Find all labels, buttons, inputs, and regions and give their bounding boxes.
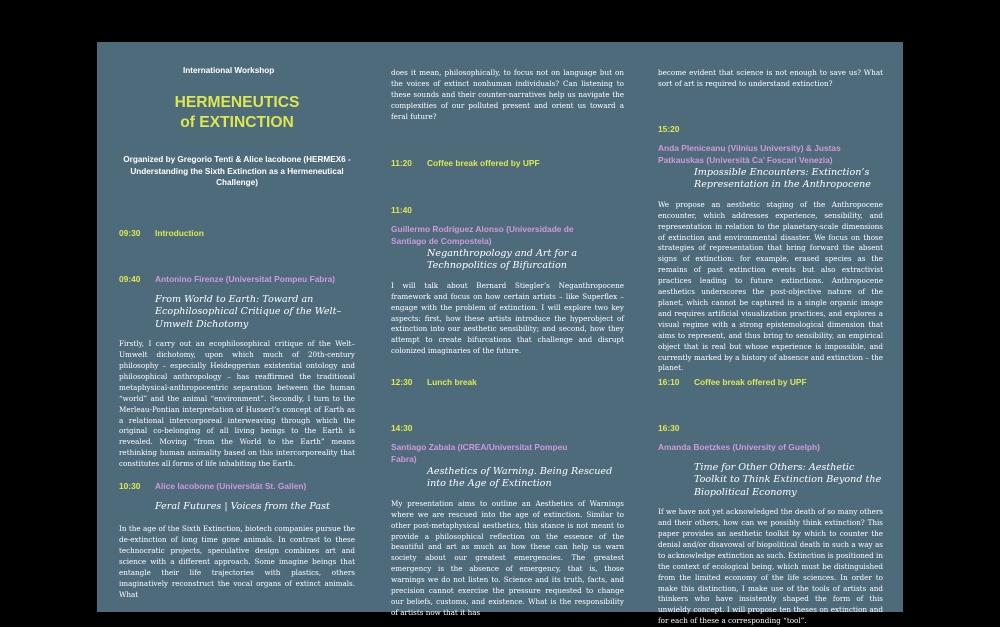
- talk-time: 14:30: [391, 423, 413, 433]
- title-line-2: of EXTINCTION: [180, 114, 294, 131]
- talk-abstract: I will talk about Bernard Stiegler’s Neganthropocene framework and focus on how certain artists – like Superflex – engage with the problem of extinction. I will explore two key aspects: first, how these artists introduce the hyperobject of extinction into our aesthetic sensibility; and second, how they attempt to create bifurcations that challenge and disrupt colonized imaginaries of the future.: [391, 280, 624, 356]
- talk-time: 15:20: [658, 124, 680, 134]
- talk-abstract: In the age of the Sixth Extinction, biotech companies pursue the de-extinction of long time gone animals. In contrast to these technocratic projects, speculative design combines art and science with a different approach. Some imagine beings that entangle their life trajectories with plastics, others imaginatively reconstruct the vocal organs of extinct animals. What: [119, 524, 355, 599]
- talk-speaker: Guillermo Rodríguez Alonso (Universidade de Santiago de Compostela): [391, 224, 574, 246]
- slot-coffee-break-2: [658, 377, 883, 396]
- talk-speaker: Amanda Boetzkes (University of Guelph): [658, 442, 820, 452]
- talk-title: Time for Other Others: Aesthetic Toolkit to Think Extinction Beyond the Biopolitical Economy: [694, 462, 882, 498]
- talk-abstract: Firstly, I carry out an ecophilosophical critique of the Welt–Umwelt dichotomy, upon which much of 20th-century philosophy – especially Heideggerian existential ontology and philosophical anthropology – has reaffirmed the traditional metaphysical-anthropocentric separation between the human “world” and the animal “environment”. Secondly, I turn to the Merleau-Pontian interpretation of Husserl’s concept of Earth as a relational intercorporeal interweaving through which the original co-belonging of all living beings to the Earth is revealed. Moving “from the World to the Earth” means rethinking human animality based on this intercorporeality that constitutes all forms of life inhabiting the Earth.: [119, 339, 355, 469]
- slot-label: Lunch break: [427, 377, 477, 387]
- talk-pleniceanu-patkauskas: [658, 124, 883, 374]
- talk-time: 10:30: [119, 481, 141, 491]
- talk-speaker: Antonino Firenze (Universitat Pompeu Fabra): [155, 274, 336, 284]
- talk-speaker: Alice Iacobone (Universität St. Gallen): [155, 481, 307, 491]
- talk-title: From World to Earth: Toward an Ecophilosophical Critique of the Welt–Umwelt Dichotomy: [155, 294, 342, 330]
- slot-label: Coffee break offered by UPF: [427, 158, 540, 168]
- slot-time: 11:20: [391, 158, 412, 168]
- talk-title: Feral Futures | Voices from the Past: [155, 501, 330, 512]
- workshop-label: International Workshop: [183, 66, 275, 75]
- slot-introduction: [119, 228, 355, 247]
- talk-abstract: We propose an aesthetic staging of the Anthropocene encounter, which addresses experience, sensibility, and representation in relation to the planetary-scale dimensions of extinction and environmental disaster. We focus on those strategies of representation that bring forward the absent signs of extinction: for example, erased species as the remains of past extinction events but also extractivist practices leading to future extinctions. Anthropocene aesthetics underscores the post-objective nature of the planet, which cannot be captured in a single organic image and requires artificial visualization practices, and explores a visual regime with a strong epistemological dimension that aims to represent, and thus bring to sensibility, an empirical object that is real but whose experience is impossible, and currently marked by a history of absence and extinction – the planet.: [658, 199, 883, 373]
- slot-lunch: [391, 377, 624, 396]
- talk-title: Impossible Encounters: Extinction’s Representation in the Anthropocene: [694, 167, 871, 191]
- talk-time: 16:30: [658, 423, 680, 433]
- talk-iacobone: [119, 481, 355, 601]
- slot-label: Introduction: [155, 228, 204, 238]
- talk-time: 09:40: [119, 274, 141, 284]
- title-line-1: HERMENEUTICS: [174, 94, 300, 111]
- slot-time: 09:30: [119, 228, 141, 238]
- slot-time: 12:30: [391, 377, 413, 387]
- talk-title: Neganthropology and Art for a Technopolitics of Bifurcation: [427, 248, 578, 272]
- talk-title: Aesthetics of Warning. Being Rescued into the Age of Extinction: [427, 466, 613, 490]
- talk-time: 11:40: [391, 205, 412, 215]
- continued-abstract: does it mean, philosophically, to focus not on language but on the voices of extinct nonhuman individuals? Can listening to these sounds and their counter-narratives help us navigate the complexities of our polluted present and orient us toward a feral future?: [391, 68, 624, 121]
- organizers: Organized by Gregorio Tenti & Alice Iacobone (HERMEX6 - Understanding the Sixth Extinction as a Hermeneutical Challenge): [123, 155, 351, 187]
- slot-coffee-break-1: [391, 158, 624, 177]
- continued-abstract: become evident that science is not enough to save us? What sort of art is required to understand extinction?: [658, 68, 883, 88]
- talk-firenze: [119, 274, 355, 470]
- talk-rodriguez: [391, 205, 624, 357]
- talk-speaker: Anda Pleniceanu (Vilnius University) & Justas Patkauskas (Università Ca’ Foscari Venezia): [658, 143, 841, 165]
- slot-label: Coffee break offered by UPF: [694, 377, 807, 387]
- slot-time: 16:10: [658, 377, 680, 387]
- talk-boetzkes: [658, 423, 883, 627]
- talk-abstract: If we have not yet acknowledged the death of so many others and their others, how can we possibly think extinction? This paper provides an aesthetic toolkit by which to counter the denial and/or disavowal of biopolitical death in such a way as to acknowledge extinction as such. Extinction is positioned in the context of ecological being, which must be distinguished from the limited economy of the life sciences. In order to make this distinction, I make use of the tools of artists and thinkers who have insistently shaped the form of this unwieldy concept. I will propose ten theses on extinction and for each of these a corresponding “tool”.: [658, 507, 883, 626]
- talk-abstract: My presentation aims to outline an Aesthetics of Warnings where we are rescued into the age of extinction. Similar to other post-metaphysical aesthetics, this stance is not meant to provide a philosophical reflection on the essence of the beautiful and art as much as how these can help us warn society about our greatest emergencies. The greatest emergency is the absence of emergency, that is, those warnings we do not listen to. Science and its truth, facts, and precision cannot exercise the pressure requested to change our beliefs, customs, and existence. What is the responsibility of artists now that it has: [391, 498, 624, 617]
- talk-zabala: [391, 423, 624, 619]
- talk-speaker: Santiago Zabala (ICREA/Universitat Pompeu Fabra): [391, 442, 568, 464]
- program-page: [97, 42, 903, 626]
